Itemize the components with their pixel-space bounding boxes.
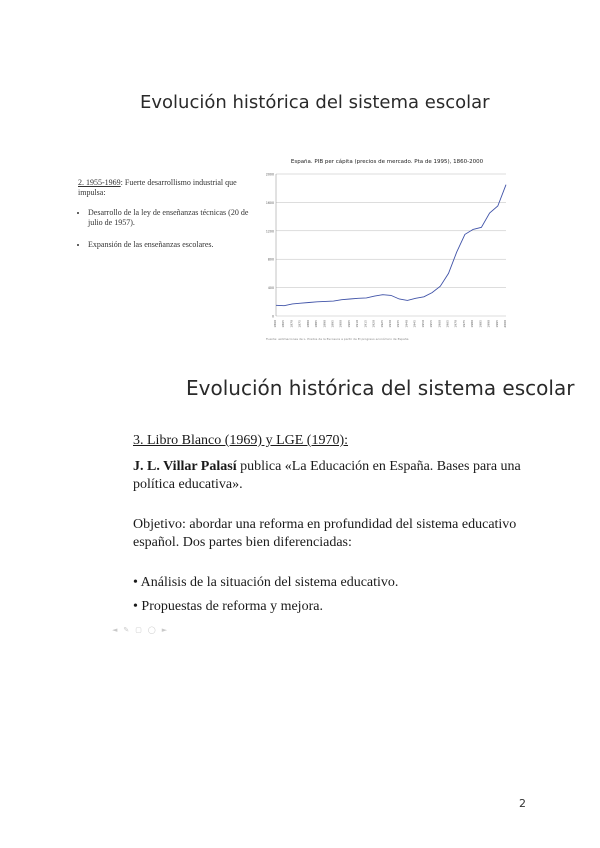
slide1-title: Evolución histórica del sistema escolar bbox=[140, 92, 490, 113]
prev-arrow-icon[interactable]: ◄ bbox=[112, 626, 118, 634]
author-name: J. L. Villar Palasí bbox=[133, 459, 237, 474]
gdp-chart bbox=[262, 156, 512, 342]
x-tick-label: 1910 bbox=[355, 320, 360, 328]
pen-icon[interactable]: ✎ bbox=[123, 626, 130, 634]
slide2-bullet: • Análisis de la situación del sistema educativo. bbox=[133, 575, 399, 590]
x-tick-label: 1970 bbox=[453, 320, 458, 328]
x-tick-label: 1930 bbox=[388, 320, 392, 328]
x-tick-label: 1890 bbox=[322, 320, 327, 328]
slide1-bullet: • Desarrollo de la ley de enseñanzas técnicas (20 de julio de 1957). bbox=[88, 208, 256, 228]
x-tick-label: 1945 bbox=[412, 320, 417, 328]
y-tick-label: 800 bbox=[267, 257, 274, 262]
slide1-heading-text: : Fuerte desarrollismo industrial que impulsa: bbox=[78, 178, 237, 197]
slide-nav-icons bbox=[112, 626, 167, 634]
x-tick-label: 1985 bbox=[478, 320, 483, 328]
x-tick-label: 1950 bbox=[420, 320, 425, 328]
slide1-body bbox=[78, 178, 256, 262]
x-tick-label: 1960 bbox=[437, 320, 442, 328]
slide2-heading: 3. Libro Blanco (1969) y LGE (1970): bbox=[133, 433, 349, 448]
x-tick-label: 1990 bbox=[486, 320, 491, 328]
chart-title: España. PIB per cápita (precios de mercado. Pta de 1995), 1860-2000 bbox=[290, 159, 484, 165]
x-tick-label: 1980 bbox=[470, 320, 475, 328]
chart-source: Fuente: estimaciones de L. Prados de la Escosura a partir de El progreso económico de España bbox=[266, 337, 409, 341]
slide2-paragraph-2: Objetivo: abordar una reforma en profundidad del sistema educativo español. Dos partes bien diferenciadas: bbox=[133, 517, 517, 550]
y-tick-label: 1600 bbox=[265, 200, 274, 205]
x-tick-label: 1900 bbox=[338, 320, 343, 328]
slide2-title: Evolución histórica del sistema escolar bbox=[186, 376, 575, 400]
slide2-bullet: • Propuestas de reforma y mejora. bbox=[133, 599, 323, 614]
x-tick-label: 1940 bbox=[404, 320, 409, 328]
slide2-paragraph-1 bbox=[133, 458, 553, 494]
page-number: 2 bbox=[519, 797, 526, 810]
gdp-chart-svg bbox=[262, 156, 512, 342]
circle-icon[interactable]: ◯ bbox=[147, 626, 156, 634]
x-tick-label: 1870 bbox=[289, 320, 294, 328]
paragraph-1-text: publica «La Educación en España. Bases para una política educativa». bbox=[133, 459, 521, 492]
slide2-body bbox=[133, 432, 553, 622]
slide1-bullet-list bbox=[78, 208, 256, 250]
y-tick-label: 0 bbox=[271, 314, 274, 319]
x-tick-label: 1995 bbox=[494, 320, 499, 328]
x-tick-label: 1920 bbox=[371, 320, 376, 328]
x-tick-label: 1915 bbox=[363, 320, 368, 328]
y-tick-label: 1200 bbox=[265, 229, 274, 234]
x-tick-label: 1895 bbox=[330, 320, 335, 328]
x-tick-label: 1875 bbox=[297, 320, 302, 328]
slide1-heading bbox=[78, 178, 256, 198]
x-tick-label: 1880 bbox=[305, 320, 310, 328]
x-tick-label: 1975 bbox=[461, 320, 466, 328]
x-tick-label: 2000 bbox=[503, 320, 507, 328]
x-tick-label: 1885 bbox=[314, 320, 319, 328]
x-tick-label: 1925 bbox=[379, 320, 384, 328]
y-tick-label: 2000 bbox=[265, 172, 274, 177]
x-tick-label: 1860 bbox=[273, 320, 277, 328]
slide1-heading-period: 2. 1955-1969 bbox=[78, 178, 121, 187]
x-tick-label: 1935 bbox=[396, 320, 401, 328]
x-tick-label: 1865 bbox=[281, 320, 286, 328]
next-arrow-icon[interactable]: ► bbox=[161, 626, 168, 634]
y-tick-label: 400 bbox=[267, 286, 274, 291]
x-tick-label: 1905 bbox=[346, 320, 351, 328]
slide1-bullet: • Expansión de las enseñanzas escolares. bbox=[88, 240, 256, 250]
x-tick-label: 1965 bbox=[445, 320, 450, 328]
slide-icon[interactable]: ▢ bbox=[135, 626, 142, 634]
x-tick-label: 1955 bbox=[429, 320, 434, 328]
